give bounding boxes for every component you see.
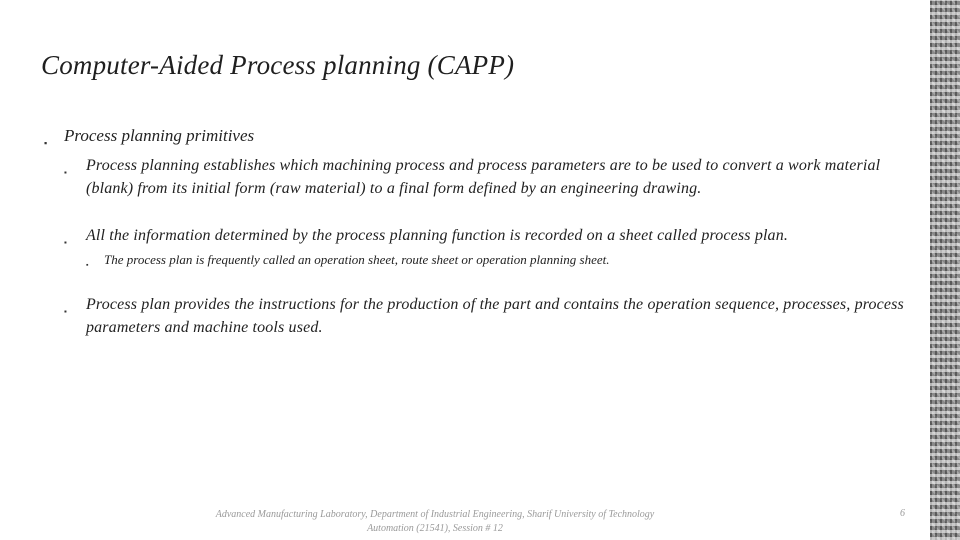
- square-bullet-icon: ▪: [86, 261, 89, 269]
- slide-footer: [170, 508, 700, 536]
- bullet-text: The process plan is frequently called an operation sheet, route sheet or operation planning sheet.: [104, 252, 610, 267]
- footer-affiliation: Advanced Manufacturing Laboratory, Department of Industrial Engineering, Sharif University of Technology: [215, 509, 655, 520]
- bullet-level2-item: [64, 154, 904, 200]
- square-bullet-icon: ▪: [64, 307, 67, 316]
- bullet-level2-item: [64, 293, 904, 339]
- square-bullet-icon: ▪: [64, 168, 67, 177]
- bullet-text: Process plan provides the instructions for the production of the part and contains the operation sequence, processes, process parameters and machine tools used.: [86, 296, 904, 336]
- bullet-text: Process planning primitives: [64, 126, 255, 145]
- page-number: 6: [900, 508, 905, 519]
- bullet-level2-item: [64, 224, 904, 247]
- square-bullet-icon: ▪: [64, 238, 67, 247]
- square-bullet-icon: ▪: [44, 138, 48, 148]
- bullet-text: Process planning establishes which machining process and process parameters are to be used to convert a work material (blank) from its initial form (raw material) to a final form defined by an engineering drawing.: [86, 157, 881, 197]
- slide-content: [44, 124, 904, 339]
- slide-title: Computer-Aided Process planning (CAPP): [41, 50, 515, 80]
- footer-course: Automation (21541), Session # 12: [367, 523, 503, 534]
- decorative-edge-pattern: [930, 0, 960, 540]
- bullet-text: All the information determined by the process planning function is recorded on a sheet called process plan.: [86, 227, 789, 244]
- bullet-level1-item: [44, 124, 904, 148]
- bullet-level3-item: [86, 251, 904, 269]
